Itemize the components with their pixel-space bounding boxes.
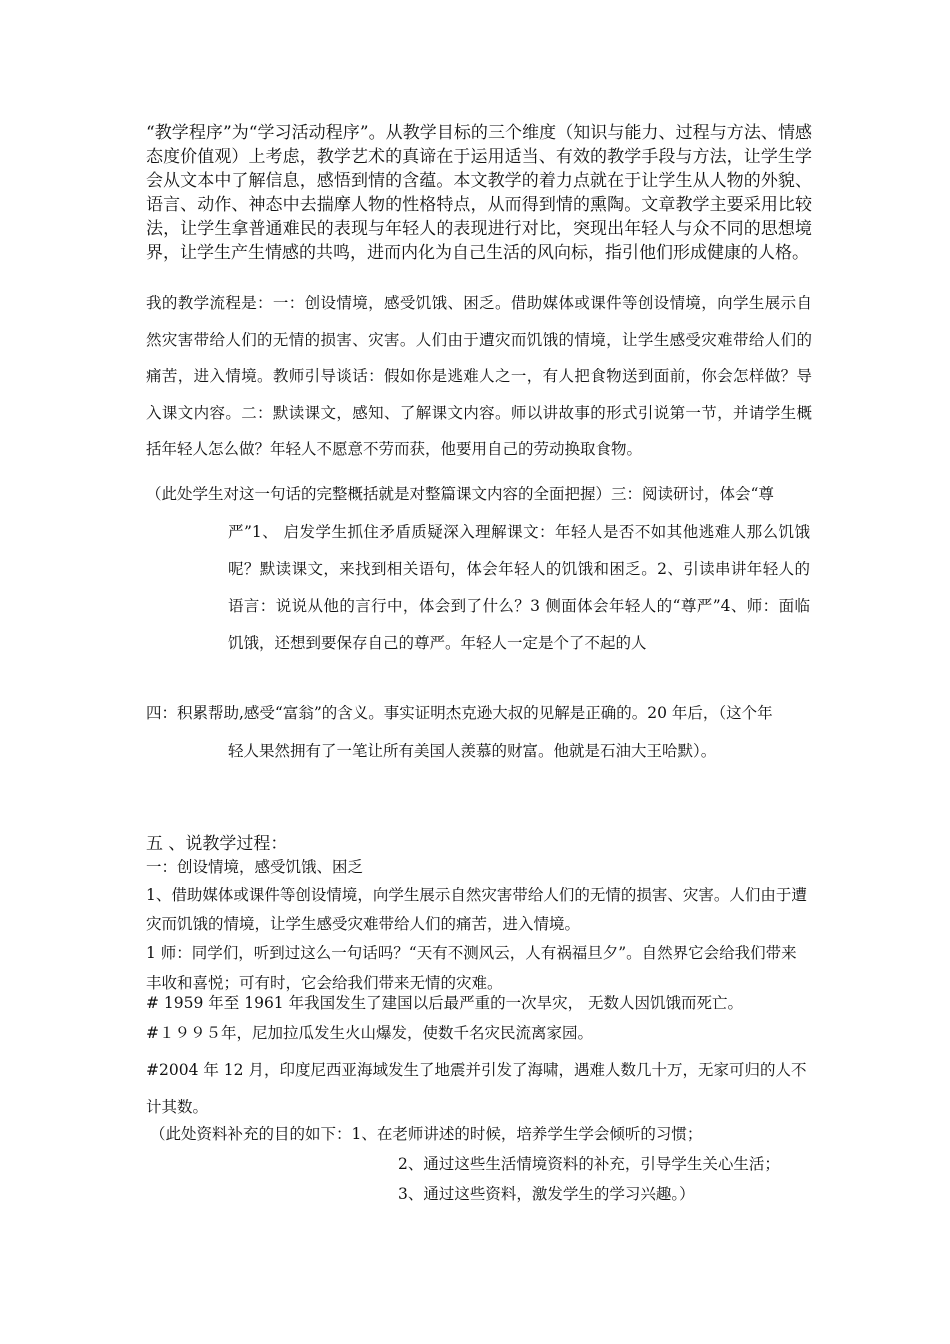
step1-heading: 一：创设情境，感受饥饿、困乏 (146, 858, 364, 876)
example-1959: # 1959 年至 1961 年我国发生了建国以后最严重的一次旱灾， 无数人因饥饿而死亡。 (146, 994, 744, 1012)
purpose-note-1: （此处资料补充的目的如下：1、在老师讲述的时候，培养学生学会倾听的习惯； (150, 1125, 703, 1143)
example-2004: #2004 年 12 月，印度尼西亚海域发生了地震并引发了海啸，遇难人数几十万，无家可归的人不计其数。 (146, 1061, 807, 1116)
step1-paragraph: 1、借助媒体或课件等创设情境，向学生展示自然灾害带给人们的无情的损害、灾害。人们由于遭灾而饥饿的情境，让学生感受灾难带给人们的痛苦，进入情境。 (146, 886, 807, 933)
section4-line2: 轻人果然拥有了一笔让所有美国人羡慕的财富。他就是石油大王哈默）。 (228, 742, 717, 760)
section5-heading: 五 、说教学过程： (146, 834, 288, 854)
teaching-flow-paragraph: 我的教学流程是：一：创设情境，感受饥饿、困乏。借助媒体或课件等创设情境，向学生展示自然灾害带给人们的无情的损害、灾害。人们由于遭灾而饥饿的情境，让学生感受灾难带给人们的痛苦，进入情境。教师引导谈话：假如你是逃难人之一，有人把食物送到面前，你会怎样做？导入课文内容。二：默读课文，感知、了解课文内容。师以讲故事的形式引说第一节，并请学生概括年轻人怎么做？年轻人不愿意不劳而获，他要用自己的劳动换取食物。 (146, 294, 812, 458)
section3-intro: （此处学生对这一句话的完整概括就是对整篇课文内容的全面把握）三：阅读研讨，体会“尊 (146, 485, 774, 503)
purpose-note-3: 3、通过这些资料，激发学生的学习兴趣。） (398, 1185, 695, 1203)
section4-line1: 四：积累帮助,感受“富翁”的含义。事实证明杰克逊大叔的见解是正确的。20 年后，（这个年 (146, 704, 773, 722)
purpose-note-2: 2、通过这些生活情境资料的补充，引导学生关心生活； (398, 1155, 780, 1173)
teacher-quote-paragraph: 1 师：同学们，听到过这么一句话吗？“天有不测风云，人有祸福旦夕”。自然界它会给我们带来丰收和喜悦；可有时，它会给我们带来无情的灾难。 (146, 944, 797, 992)
section3-body: 严”1、 启发学生抓住矛盾质疑深入理解课文：年轻人是否不如其他逃难人那么饥饿呢？默读课文，来找到相关语句，体会年轻人的饥饿和困乏。2、引读串讲年轻人的语言：说说从他的言行中，体会到了什么？3 侧面体会年轻人的“尊严”4、师：面临饥饿，还想到要保存自己的尊严。年轻人一定是个了不起的人 (228, 523, 810, 652)
intro-paragraph: “教学程序”为“学习活动程序”。从教学目标的三个维度（知识与能力、过程与方法、情感态度价值观）上考虑，教学艺术的真谛在于运用适当、有效的教学手段与方法，让学生学会从文本中了解信息，感悟到情的含蕴。本文教学的着力点就在于让学生从人物的外貌、语言、动作、神态中去揣摩人物的性格特点，从而得到情的熏陶。文章教学主要采用比较法，让学生拿普通难民的表现与年轻人的表现进行对比，突现出年轻人与众不同的思想境界，让学生产生情感的共鸣，进而内化为自己生活的风向标，指引他们形成健康的人格。 (146, 123, 812, 263)
example-1995: #１９９５年，尼加拉瓜发生火山爆发，使数千名灾民流离家园。 (146, 1024, 593, 1042)
